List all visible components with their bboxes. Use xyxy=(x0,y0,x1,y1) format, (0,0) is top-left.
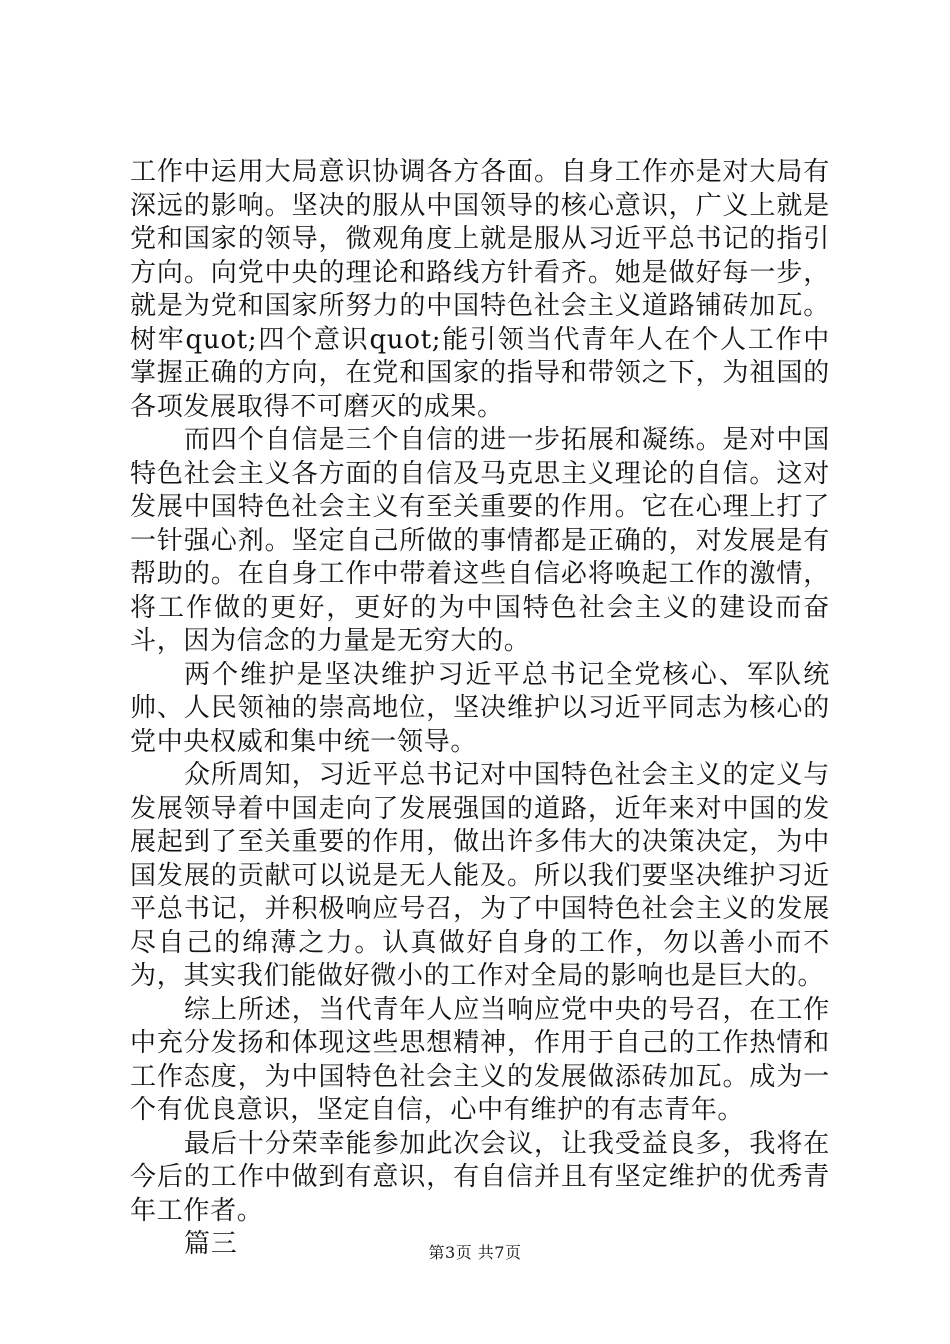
section-heading: 篇三 xyxy=(184,1229,238,1259)
body-text xyxy=(130,156,830,1262)
paragraph-2: 而四个自信是三个自信的进一步拓展和凝练。是对中国特色社会主义各方面的自信及马克思主义理论的自信。这对发展中国特色社会主义有至关重要的作用。它在心理上打了一针强心剂。坚定自己所做的事情都是正确的，对发展是有帮助的。在自身工作中带着这些自信必将唤起工作的激情，将工作做的更好，更好的为中国特色社会主义的建设而奋斗，因为信念的力量是无穷大的。 xyxy=(130,425,830,656)
paragraph-6: 最后十分荣幸能参加此次会议，让我受益良多，我将在今后的工作中做到有意识，有自信并且有坚定维护的优秀青年工作者。 xyxy=(130,1128,830,1226)
page-number-footer: 第3页 共7页 xyxy=(428,1243,522,1262)
paragraph-4: 众所周知，习近平总书记对中国特色社会主义的定义与发展领导着中国走向了发展强国的道路，近年来对中国的发展起到了至关重要的作用，做出许多伟大的决策决定，为中国发展的贡献可以说是无人能及。所以我们要坚决维护习近平总书记，并积极响应号召，为了中国特色社会主义的发展尽自己的绵薄之力。认真做好自身的工作，勿以善小而不为，其实我们能做好微小的工作对全局的影响也是巨大的。 xyxy=(130,760,830,991)
paragraph-3: 两个维护是坚决维护习近平总书记全党核心、军队统帅、人民领袖的崇高地位，坚决维护以习近平同志为核心的党中央权威和集中统一领导。 xyxy=(130,659,830,757)
paragraph-1: 工作中运用大局意识协调各方各面。自身工作亦是对大局有深远的影响。坚决的服从中国领导的核心意识，广义上就是党和国家的领导，微观角度上就是服从习近平总书记的指引方向。向党中央的理论和路线方针看齐。她是做好每一步，就是为党和国家所努力的中国特色社会主义道路铺砖加瓦。树牢quot;四个意识quot;能引领当代青年人在个人工作中掌握正确的方向，在党和国家的指导和带领之下，为祖国的各项发展取得不可磨灭的成果。 xyxy=(130,157,830,422)
paragraph-5: 综上所述，当代青年人应当响应党中央的号召，在工作中充分发扬和体现这些思想精神，作用于自己的工作热情和工作态度，为中国特色社会主义的发展做添砖加瓦。成为一个有优良意识，坚定自信，心中有维护的有志青年。 xyxy=(130,994,830,1125)
